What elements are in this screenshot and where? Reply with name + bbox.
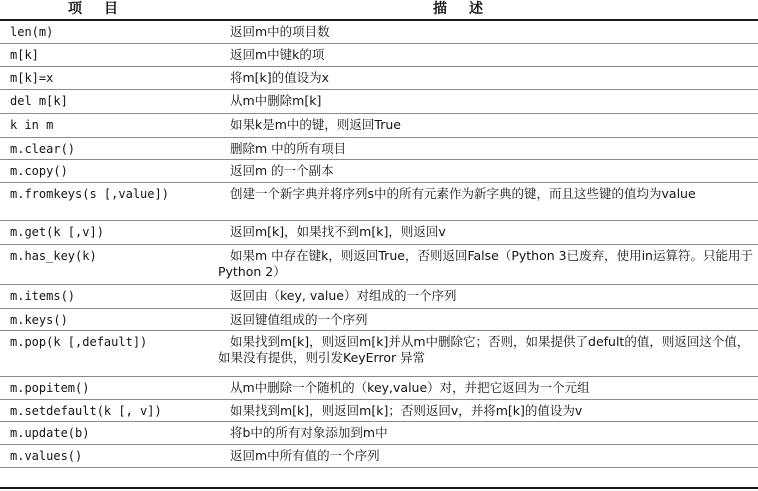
item-cell: m.popitem(): [10, 381, 90, 395]
table-row: [0, 422, 758, 445]
table-row: [0, 44, 758, 67]
desc-cell: 从m中删除m[k]: [230, 93, 322, 108]
item-cell: m.has_key(k): [10, 249, 97, 263]
item-cell: m.update(b): [10, 426, 90, 440]
table-row: [0, 67, 758, 90]
desc-cell: 返回m 的一个副本: [230, 163, 334, 178]
item-cell: len(m): [10, 25, 54, 39]
desc-cell: 从m中删除一个随机的（key,value）对，并把它返回为一个元组: [230, 380, 590, 395]
item-cell: del m[k]: [10, 94, 68, 108]
desc-cell: 如果找到m[k]，则返回m[k]并从m中删除它；否则，如果提供了defult的值，则返回这个值，如果没有提供，则引发KeyError 异常: [218, 334, 750, 365]
table-row: [0, 377, 758, 400]
table-header: [0, 0, 758, 20]
item-cell: m.fromkeys(s [,value]): [10, 187, 169, 201]
header-item: 项目: [68, 1, 140, 17]
desc-cell: 如果m 中存在键k，则返回True，否则返回False（Python 3已废弃，使用in运算符。只能用于Python 2）: [218, 248, 753, 279]
item-cell: m.copy(): [10, 164, 68, 178]
table-row: [0, 400, 758, 422]
desc-cell: 如果找到m[k]，则返回m[k]；否则返回v，并将m[k]的值设为v: [230, 403, 583, 418]
table-row: [0, 245, 758, 285]
desc-cell: 如果k是m中的键，则返回True: [230, 117, 401, 132]
desc-cell: 返回m[k]，如果找不到m[k]，则返回v: [230, 224, 446, 239]
table-row: [0, 21, 758, 44]
table-row: [0, 160, 758, 183]
desc-cell: 将m[k]的值设为x: [230, 70, 330, 85]
item-cell: m.keys(): [10, 313, 68, 327]
item-cell: m.setdefault(k [, v]): [10, 404, 162, 418]
item-cell: m[k]=x: [10, 71, 54, 85]
table-body: [0, 21, 758, 468]
desc-cell: 返回m中所有值的一个序列: [230, 448, 380, 463]
item-cell: k in m: [10, 118, 54, 132]
table-row: [0, 114, 758, 138]
item-cell: m.get(k [,v]): [10, 225, 104, 239]
bottom-rule: [0, 487, 758, 489]
desc-cell: 返回m中键k的项: [230, 47, 325, 62]
table-row: [0, 445, 758, 468]
desc-cell: 返回由（key, value）对组成的一个序列: [230, 288, 457, 303]
table-row: [0, 285, 758, 309]
desc-cell: 创建一个新字典并将序列s中的所有元素作为新字典的键，而且这些键的值均为value: [230, 186, 696, 201]
table-row: [0, 309, 758, 331]
desc-cell: 返回键值组成的一个序列: [230, 312, 368, 327]
desc-cell: 删除m 中的所有项目: [230, 141, 347, 156]
item-cell: m.items(): [10, 289, 76, 303]
table-row: [0, 90, 758, 114]
table-row: [0, 221, 758, 245]
table-row: [0, 331, 758, 377]
desc-cell: 返回m中的项目数: [230, 24, 330, 39]
item-cell: m.clear(): [10, 142, 76, 156]
desc-cell: 将b中的所有对象添加到m中: [230, 425, 388, 440]
item-cell: m[k]: [10, 48, 39, 62]
table-row: [0, 183, 758, 221]
item-cell: m.values(): [10, 449, 83, 463]
item-cell: m.pop(k [,default]): [10, 335, 148, 349]
header-description: 描述: [433, 1, 505, 17]
table-row: [0, 138, 758, 160]
